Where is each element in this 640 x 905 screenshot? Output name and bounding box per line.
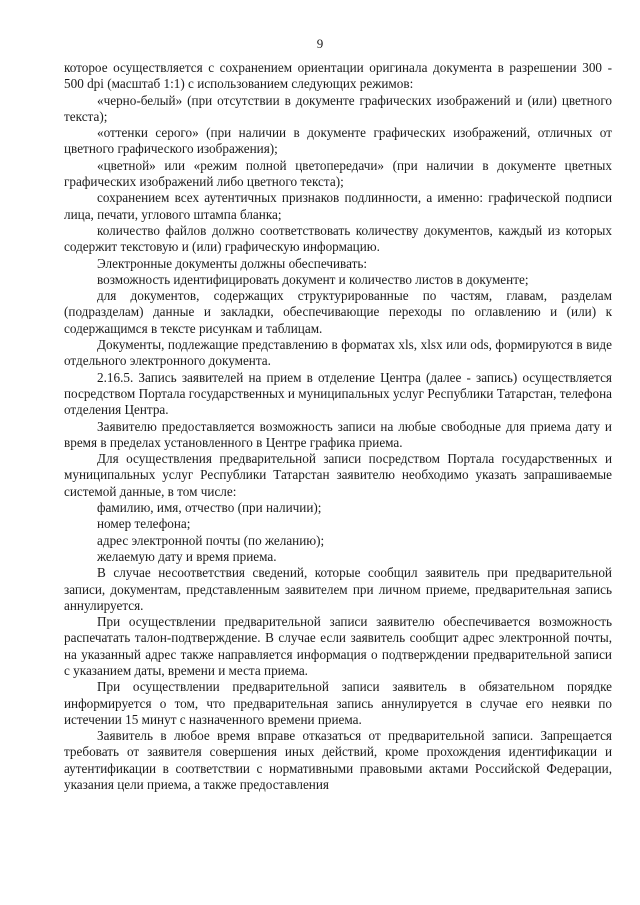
- paragraph: При осуществлении предварительной записи заявителю обеспечивается возможность распечатать талон-подтверждение. В случае если заявитель сообщит адрес электронной почты, на указанный адрес также направляется информация о подтверждении предварительной записи с указанием даты, времени и места приема.: [64, 614, 612, 678]
- paragraph: номер телефона;: [97, 516, 191, 532]
- paragraph: 2.16.5. Запись заявителей на прием в отделение Центра (далее - запись) осуществляется посредством Портала государственных и муниципальных услуг Республики Татарстан, телефона отделения Центра.: [64, 369, 612, 418]
- paragraph: Электронные документы должны обеспечивать:: [97, 255, 368, 271]
- paragraph: желаемую дату и время приема.: [97, 548, 277, 564]
- paragraph: Заявителю предоставляется возможность записи на любые свободные для приема дату и время в пределах установленного в Центре графика приема.: [64, 418, 612, 450]
- paragraph: фамилию, имя, отчество (при наличии);: [97, 500, 322, 516]
- paragraph: количество файлов должно соответствовать количеству документов, каждый из которых содержит текстовую и (или) графическую информацию.: [64, 222, 612, 255]
- paragraph: которое осуществляется с сохранением ориентации оригинала документа в разрешении 300 - 500 dpi (масштаб 1:1) с использованием следующих режимов:: [64, 60, 612, 92]
- paragraph: для документов, содержащих структурированные по частям, главам, разделам (подразделам) данные и закладки, обеспечивающие переходы по оглавлению и (или) к содержащимся в тексте рисункам и таблицам.: [64, 288, 612, 336]
- paragraph: Документы, подлежащие представлению в форматах xls, xlsx или ods, формируются в виде отдельного электронного документа.: [64, 337, 612, 369]
- paragraph: адрес электронной почты (по желанию);: [97, 532, 325, 548]
- paragraph: «цветной» или «режим полной цветопередачи» (при наличии в документе цветных графических изображений либо цветного текста);: [64, 157, 612, 190]
- paragraph: Заявитель в любое время вправе отказаться от предварительной записи. Запрещается требовать от заявителя совершения иных действий, кроме прохождения идентификации и аутентификации в соответствии с нормативными правовыми актами Российской Федерации, указания цели приема, а также предоставления: [64, 728, 612, 793]
- paragraph: В случае несоответствия сведений, которые сообщил заявитель при предварительной записи, документам, представленным заявителем при личном приеме, предварительная запись аннулируется.: [64, 565, 612, 613]
- paragraph: возможность идентифицировать документ и количество листов в документе;: [97, 271, 529, 287]
- document-body: [64, 60, 612, 793]
- page-number: 9: [316, 36, 324, 51]
- paragraph: «черно-белый» (при отсутствии в документе графических изображений и (или) цветного текста);: [64, 92, 612, 124]
- paragraph: «оттенки серого» (при наличии в документе графических изображений, отличных от цветного графического изображения);: [64, 125, 612, 157]
- paragraph: сохранением всех аутентичных признаков подлинности, а именно: графической подписи лица, печати, углового штампа бланка;: [64, 190, 612, 222]
- paragraph: Для осуществления предварительной записи посредством Портала государственных и муниципальных услуг Республики Татарстан заявителю необходимо указать запрашиваемые системой данные, в том числе:: [64, 451, 612, 499]
- paragraph: При осуществлении предварительной записи заявитель в обязательном порядке информируется о том, что предварительная запись аннулируется в случае его неявки по истечении 15 минут с назначенного времени приема.: [64, 679, 612, 727]
